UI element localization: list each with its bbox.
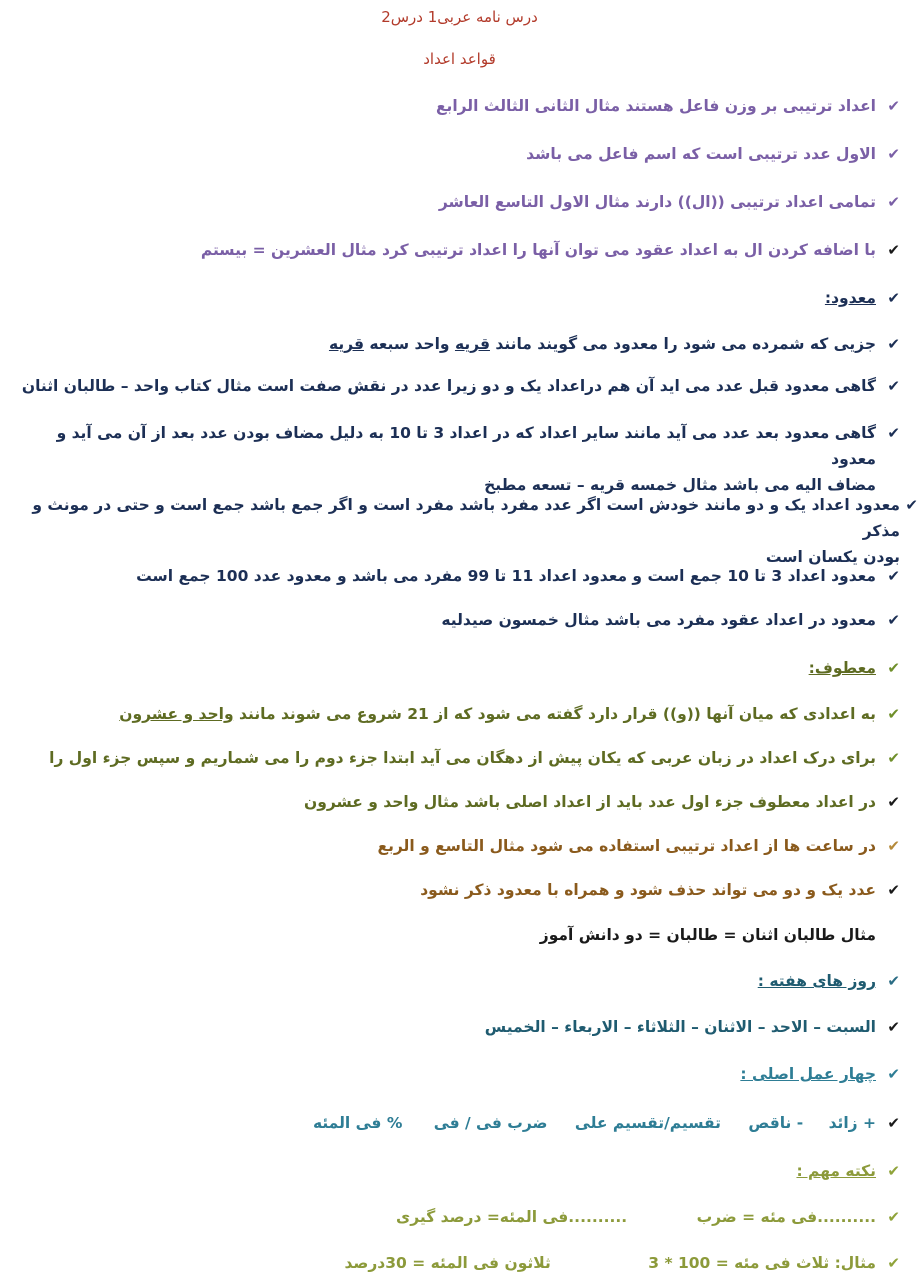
list-item: ✔ مثال: ثلاث فی مئه = 100 * 3 ثلاثون فی المئه = 30درصد	[14, 1250, 900, 1276]
check-icon: ✔	[887, 1114, 900, 1132]
check-icon: ✔	[887, 1018, 900, 1036]
list-item: ✔ معدود اعداد 3 تا 10 جمع است و معدود اعداد 11 تا 99 مفرد می باشد و معدود عدد 100 جمع است	[14, 563, 900, 589]
list-item: ✔ در اعداد معطوف جزء اول عدد باید از اعداد اصلی باشد مثال واحد و عشرون	[14, 789, 900, 815]
example-line: مثال طالبان اثنان = طالبان = دو دانش آموز	[539, 926, 876, 944]
check-icon: ✔	[887, 145, 900, 163]
section-heading-important: ✔ نکته مهم :	[14, 1158, 900, 1184]
list-item: ✔ گاهی معدود قبل عدد می اید آن هم دراعداد یک و دو زیرا عدد در نقش صفت است مثال کتاب واحد – طالبان اثنان	[14, 373, 900, 399]
section-heading-madud: ✔ معدود:	[14, 285, 900, 311]
list-item: ✔ السبت – الاحد – الاثنان – الثلاثاء – الاربعاء – الخمیس	[14, 1014, 900, 1040]
check-icon: ✔	[887, 335, 900, 353]
section-heading-matuf: ✔ معطوف:	[14, 655, 900, 681]
list-item: ✔ گاهی معدود بعد عدد می آید مانند سایر اعداد که در اعداد 3 تا 10 به دلیل مضاف بودن عدد بعد از آن می آید و معدود مضاف الیه می باشد مثال خمسه قریه – تسعه مطبخ	[14, 420, 900, 498]
check-icon: ✔	[887, 793, 900, 811]
list-item: ✔ با اضافه کردن ال به اعداد عقود می توان آنها را اعداد ترتیبی کرد مثال العشرین = بیستم	[14, 237, 900, 263]
operations-line: ✔ + زائد - ناقص تقسیم/تقسیم علی ضرب فی / فی % فی المئه	[14, 1110, 900, 1136]
list-item: ✔ معدود اعداد یک و دو مانند خودش است اگر عدد مفرد باشد مفرد است و اگر جمع باشد جمع است و حتی در مونث و مذکر بودن یکسان است	[8, 492, 900, 570]
check-icon: ✔	[887, 193, 900, 211]
list-item: ✔ به اعدادی که میان آنها ((و)) قرار دارد گفته می شود که از 21 شروع می شوند مانند واحد و عشرون	[14, 701, 900, 727]
check-icon: ✔	[887, 837, 900, 855]
check-icon: ✔	[905, 496, 918, 514]
list-item: ✔ در ساعت ها از اعداد ترتیبی استفاده می شود مثال التاسع و الربع	[14, 833, 900, 859]
check-icon: ✔	[887, 749, 900, 767]
check-icon: ✔	[887, 241, 900, 259]
document-title: درس نامه عربی1 درس2	[381, 8, 538, 26]
check-icon: ✔	[887, 972, 900, 990]
list-item: ✔ اعداد ترتیبی بر وزن فاعل هستند مثال الثانی الثالث الرابع	[14, 93, 900, 119]
check-icon: ✔	[887, 1254, 900, 1272]
list-item: ✔ برای درک اعداد در زبان عربی که یکان پیش از دهگان می آید ابتدا جزء دوم را می شماریم و سپس جزء اول را	[14, 745, 900, 771]
list-item: ✔ الاول عدد ترتیبی است که اسم فاعل می باشد	[14, 141, 900, 167]
check-icon: ✔	[887, 1065, 900, 1083]
check-icon: ✔	[887, 97, 900, 115]
check-icon: ✔	[887, 881, 900, 899]
check-icon: ✔	[887, 424, 900, 442]
list-item: ✔ جزیی که شمرده می شود را معدود می گویند مانند قریه واحد سبعه قریه	[14, 331, 900, 357]
check-icon: ✔	[887, 659, 900, 677]
list-item: ✔ عدد یک و دو می تواند حذف شود و همراه با معدود ذکر نشود	[14, 877, 900, 903]
check-icon: ✔	[887, 567, 900, 585]
check-icon: ✔	[887, 377, 900, 395]
list-item: ✔ معدود در اعداد عقود مفرد می باشد مثال خمسون صیدلیه	[14, 607, 900, 633]
list-item: ✔ تمامی اعداد ترتیبی ((ال)) دارند مثال الاول التاسع العاشر	[14, 189, 900, 215]
document-subtitle: قواعد اعداد	[423, 50, 496, 68]
section-heading-operations: ✔ چهار عمل اصلی :	[14, 1061, 900, 1087]
check-icon: ✔	[887, 1208, 900, 1226]
check-icon: ✔	[887, 611, 900, 629]
list-item: ✔ ..........فی مئه = ضرب ..........فی المئه= درصد گیری	[14, 1204, 900, 1230]
check-icon: ✔	[887, 705, 900, 723]
section-heading-weekdays: ✔ روز های هفته :	[14, 968, 900, 994]
check-icon: ✔	[887, 1162, 900, 1180]
check-icon: ✔	[887, 289, 900, 307]
